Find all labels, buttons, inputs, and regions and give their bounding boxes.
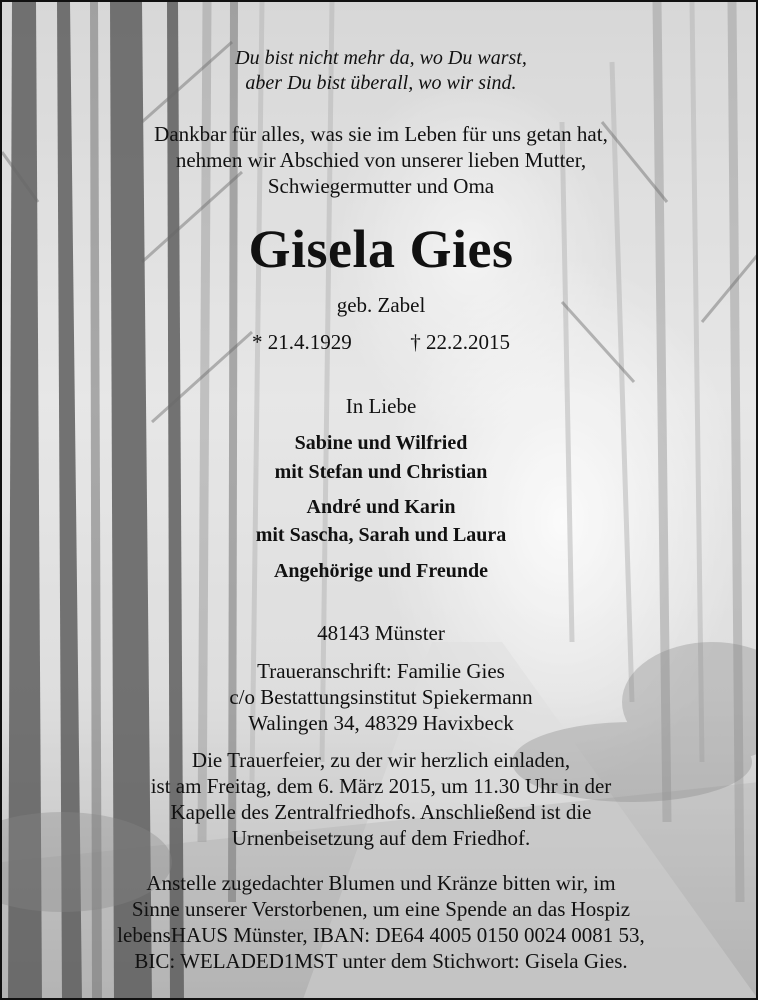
address-line: c/o Bestattungsinstitut Spiekermann (229, 685, 533, 709)
address-line: Traueranschrift: Familie Gies (257, 659, 505, 683)
maiden-name: geb. Zabel (336, 293, 426, 317)
service-line: ist am Freitag, dem 6. März 2015, um 11.30 Uhr in der (150, 774, 612, 798)
death-date: † 22.2.2015 (410, 330, 510, 354)
intro-line: Dankbar für alles, was sie im Leben für uns getan hat, (154, 122, 608, 146)
donation-line: Sinne unserer Verstorbenen, um eine Spende an das Hospiz (131, 897, 631, 921)
mourner-line: André und Karin (306, 496, 456, 518)
mourner-line: mit Sascha, Sarah und Laura (255, 524, 507, 546)
donation-line: Anstelle zugedachter Blumen und Kränze bitten wir, im (146, 871, 616, 895)
mourner-line: Sabine und Wilfried (294, 432, 468, 454)
service-line: Urnenbeisetzung auf dem Friedhof. (231, 826, 531, 850)
donation-line: BIC: WELADED1MST unter dem Stichwort: Gisela Gies. (134, 949, 628, 973)
address-line: Walingen 34, 48329 Havixbeck (248, 711, 514, 735)
city-line: 48143 Münster (317, 621, 445, 645)
donation-line: lebensHAUS Münster, IBAN: DE64 4005 0150 0024 0081 53, (117, 923, 645, 947)
deceased-name: Gisela Gies (248, 219, 514, 279)
service-line: Kapelle des Zentralfriedhofs. Anschließend ist die (170, 800, 592, 824)
service-line: Die Trauerfeier, zu der wir herzlich einladen, (191, 748, 571, 772)
intro-line: nehmen wir Abschied von unserer lieben Mutter, (175, 148, 587, 172)
motto-line: aber Du bist überall, wo wir sind. (245, 72, 517, 94)
birth-date: * 21.4.1929 (252, 330, 352, 354)
motto-line: Du bist nicht mehr da, wo Du warst, (235, 47, 527, 69)
mourner-line: Angehörige und Freunde (273, 560, 489, 582)
intro-line: Schwiegermutter und Oma (267, 174, 495, 198)
life-dates (2, 330, 758, 355)
in-love-label: In Liebe (345, 394, 417, 418)
notice-text (2, 2, 758, 1000)
mourner-line: mit Stefan und Christian (274, 461, 488, 483)
